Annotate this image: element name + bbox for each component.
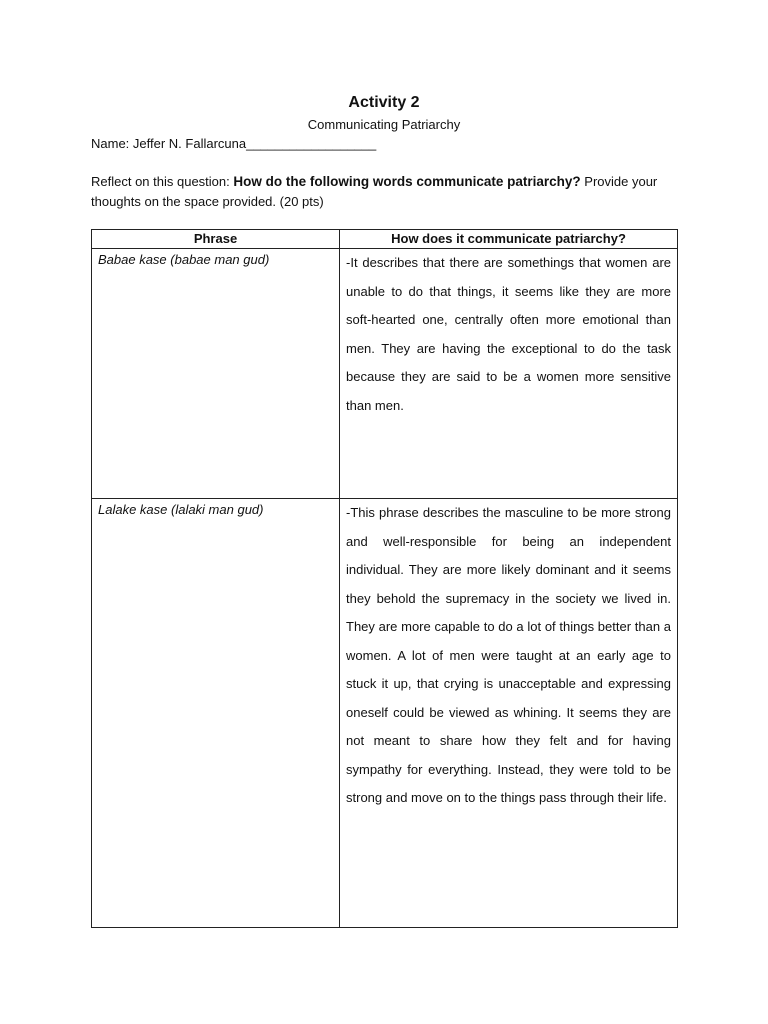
- answer-cell: -It describes that there are somethings that women are unable to do that things, it seems like they are more soft-hearted one, centrally often more emotional than men. They are having the exceptional to do the task because they are said to be a women more sensitive than men.: [340, 249, 678, 499]
- instruction-suffix: Provide your thoughts on the space provided. (20 pts): [91, 174, 658, 209]
- header-phrase: Phrase: [92, 230, 340, 249]
- header-how: How does it communicate patriarchy?: [340, 230, 678, 249]
- table-row: [92, 249, 678, 499]
- phrase-cell: Babae kase (babae man gud): [92, 249, 340, 499]
- answer-cell: -This phrase describes the masculine to be more strong and well-responsible for being an independent individual. They are more likely dominant and it seems they behold the supremacy in the society we lived in. They are more capable to do a lot of things better than a women. A lot of men were taught at an early age to stuck it up, that crying is unacceptable and expressing oneself could be viewed as whining. It seems they are not meant to share how they felt and for having sympathy for everything. Instead, they were told to be strong and move on to the things pass through their life.: [340, 499, 678, 928]
- table-row: [92, 499, 678, 928]
- page-title: Activity 2: [348, 94, 420, 111]
- phrase-cell: Lalake kase (lalaki man gud): [92, 499, 340, 928]
- name-line: Name: Jeffer N. Fallarcuna__________________: [91, 136, 377, 151]
- instructions: [91, 172, 681, 212]
- activity-table: [91, 229, 678, 928]
- instruction-prefix: Reflect on this question:: [91, 174, 234, 189]
- page-subtitle: Communicating Patriarchy: [307, 117, 461, 132]
- instruction-question: How do the following words communicate patriarchy?: [233, 174, 581, 189]
- table-header-row: [92, 230, 678, 249]
